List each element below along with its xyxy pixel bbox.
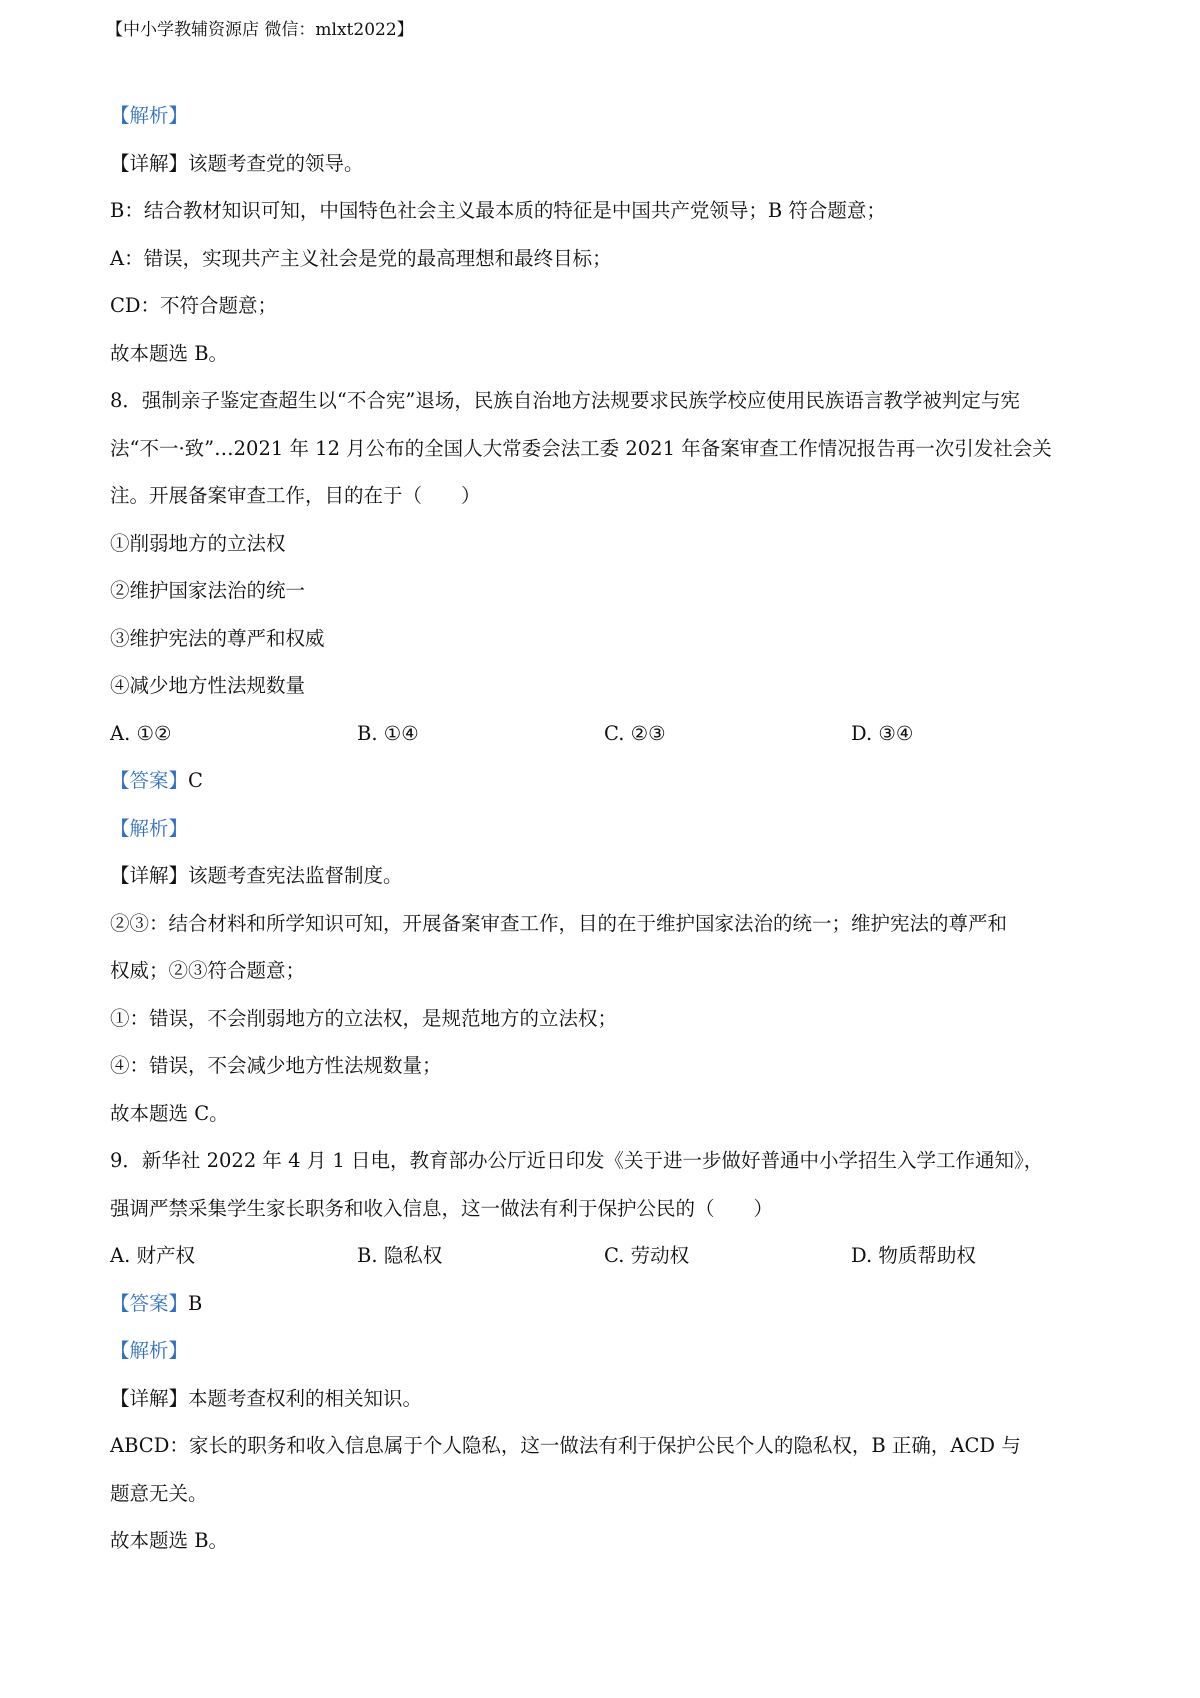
q8-stem-line: 法“不一·致”…2021 年 12 月公布的全国人大常委会法工委 2021 年备案审查工作情况报告再一次引发社会关	[110, 436, 1052, 460]
q9-stem-line: 9．新华社 2022 年 4 月 1 日电，教育部办公厅近日印发《关于进一步做好普通中小学招生入学工作通知》，	[110, 1149, 1044, 1172]
q8-option-b: B. ①④	[357, 721, 419, 745]
q8-explanation-line: ①：错误，不会削弱地方的立法权，是规范地方的立法权；	[110, 1006, 618, 1030]
q9-option-d: D. 物质帮助权	[851, 1244, 976, 1267]
detail-tag: 【详解】	[110, 1386, 189, 1410]
q8-item: ①削弱地方的立法权	[110, 531, 286, 555]
q8-explanation-line: ④：错误，不会减少地方性法规数量；	[110, 1054, 442, 1077]
q9-conclusion: 故本题选 B。	[110, 1529, 229, 1552]
q7-analysis-heading: 【解析】	[110, 104, 189, 127]
detail-text: 本题考查权利的相关知识。	[188, 1386, 423, 1410]
q9-answer: 【答案】B	[110, 1291, 203, 1315]
q9-options	[110, 1232, 1110, 1280]
q7-conclusion: 故本题选 B。	[110, 341, 229, 365]
q8-option-a: A. ①②	[110, 721, 172, 745]
q9-analysis-heading: 【解析】	[110, 1339, 189, 1362]
q9-option-b: B. 隐私权	[357, 1244, 443, 1267]
detail-tag: 【详解】	[110, 151, 189, 175]
q7-explanation-line: B：结合教材知识可知，中国特色社会主义最本质的特征是中国共产党领导；B 符合题意；	[110, 199, 886, 222]
q8-analysis-heading: 【解析】	[110, 816, 189, 840]
answer-value: C	[188, 769, 203, 792]
detail-text: 该题考查宪法监督制度。	[188, 864, 403, 887]
document-body	[110, 92, 1110, 1565]
q8-explanation-line: 权威；②③符合题意；	[110, 959, 306, 982]
q9-option-c: C. 劳动权	[604, 1244, 690, 1267]
answer-value: B	[188, 1291, 203, 1315]
q8-stem-line: 注。开展备案审查工作，目的在于（ ）	[110, 484, 481, 507]
q9-explanation-line: 题意无关。	[110, 1481, 208, 1505]
detail-text: 该题考查党的领导。	[188, 151, 364, 175]
q8-option-d: D. ③④	[851, 721, 914, 745]
q8-item: ③维护宪法的尊严和权威	[110, 626, 325, 650]
q8-detail	[110, 852, 1110, 900]
detail-tag: 【详解】	[110, 864, 189, 887]
q8-options	[110, 710, 1110, 758]
q8-item: ②维护国家法治的统一	[110, 579, 306, 602]
q9-option-a: A. 财产权	[110, 1244, 195, 1267]
q8-conclusion: 故本题选 C。	[110, 1101, 229, 1125]
q8-answer: 【答案】C	[110, 769, 203, 792]
q9-stem-line: 强调严禁采集学生家长职务和收入信息，这一做法有利于保护公民的（ ）	[110, 1196, 774, 1220]
q9-detail	[110, 1375, 1110, 1423]
q8-explanation-line: ②③：结合材料和所学知识可知，开展备案审查工作，目的在于维护国家法治的统一；维护宪法的尊严和	[110, 911, 1008, 935]
q7-explanation-line: A：错误，实现共产主义社会是党的最高理想和最终目标；	[110, 246, 612, 270]
q8-option-c: C. ②③	[604, 721, 666, 745]
header-watermark: 【中小学教辅资源店 微信：mlxt2022】	[106, 20, 414, 40]
q7-explanation-line: CD：不符合题意；	[110, 294, 278, 317]
q9-explanation-line: ABCD：家长的职务和收入信息属于个人隐私，这一做法有利于保护公民个人的隐私权，B 正确，ACD 与	[110, 1434, 1021, 1457]
q7-detail	[110, 140, 1110, 188]
q8-item: ④减少地方性法规数量	[110, 674, 306, 697]
q8-stem-line: 8．强制亲子鉴定查超生以“不合宪”退场，民族自治地方法规要求民族学校应使用民族语言教学被判定与宪	[110, 389, 1020, 412]
